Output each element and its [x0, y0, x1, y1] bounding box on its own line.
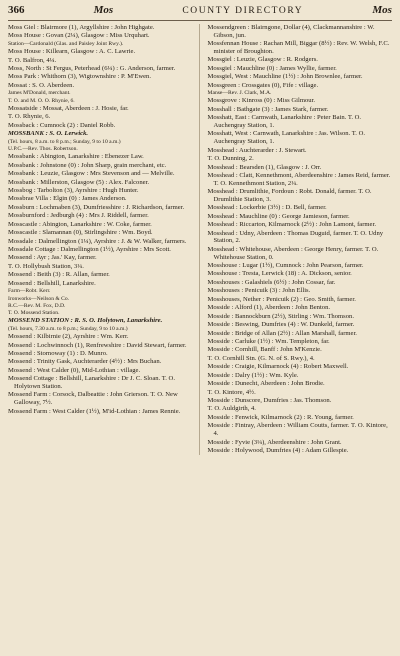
- entry-text: Mossgreen : Crossgates (0), Fife : village.: [207, 81, 319, 89]
- directory-entry: [208, 82, 393, 90]
- directory-entry: [8, 65, 193, 73]
- entry-text: Mosside : Alford (1), Aberdeen : John Benton.: [207, 304, 331, 312]
- directory-entry: [8, 179, 193, 187]
- running-title: COUNTY DIRECTORY: [182, 6, 304, 16]
- entry-text: Mossend : West Calder (0), Mid-Lothian : village.: [8, 366, 141, 374]
- directory-entry: [208, 372, 393, 380]
- directory-entry: [208, 270, 393, 278]
- directory-entry: [208, 221, 393, 229]
- directory-entry: [8, 24, 193, 32]
- directory-entry: [208, 422, 393, 438]
- header-left-word: Mos: [93, 4, 114, 16]
- entry-text: Mosshead : Udny, Aberdeen : Thomas Duguid, farmer. T. O. Udny Station, 2.: [207, 229, 384, 245]
- entry-text: Mossgrove : Kinross (0) : Miss Gilmour.: [207, 97, 316, 105]
- entry-text: Mosside : Holywood, Dumfries (4) : Adam Gillespie.: [207, 446, 349, 454]
- directory-entry: [208, 279, 393, 287]
- entry-text: Mosshouses : Penicuik (3) : John Ellis.: [207, 287, 311, 295]
- page-number: 366: [8, 4, 25, 16]
- directory-entry: [208, 172, 393, 188]
- entry-text: Mossback : Cumnock (2) : Daniel Robb.: [8, 121, 116, 129]
- entry-text: Mosshead : Lockerbie (3½) : D. Bell, farmer.: [207, 204, 327, 212]
- entry-text: Mosshouses, Nether : Penicuik (2) : Geo. Smith, farmer.: [207, 295, 356, 303]
- directory-entry: [8, 187, 193, 195]
- entry-text: T. O. Cornhill Stn. (G. N. of S. Rwy.), 4.: [207, 354, 315, 362]
- entry-text: T. O. Auldgirth, 4.: [207, 405, 256, 413]
- entry-text: Mosside : Fyvie (3¼), Aberdeenshire : John Grant.: [207, 438, 342, 446]
- entry-text: Mosshall : Bathgate (3) : James Stark, farmer.: [207, 105, 329, 113]
- entry-text: Mosshouse : Lugar (1½), Cumnock : John Pearson, farmer.: [207, 262, 364, 270]
- entry-text: MOSSEND STATION : R. S. O. Holytown, Lanarkshire.: [8, 317, 163, 325]
- directory-entry: [208, 147, 393, 155]
- entry-text: MOSSBANK : S. O. Lerwick.: [8, 130, 89, 138]
- directory-entry: [208, 246, 393, 262]
- entry-text: Mossgiel : Leuzie, Glasgow : R. Rodgers.: [207, 56, 318, 64]
- directory-entry: [208, 130, 393, 146]
- entry-text: Moss House : Killearn, Glasgow : A. C. Lawrie.: [8, 48, 136, 56]
- entry-text: Manse—Rev. J. Clark, M.A.: [207, 90, 272, 97]
- entry-text: Mosside : Carluke (1½) : Wm. Templeton, far.: [207, 337, 330, 345]
- entry-text: Mosshouses : Galashiels (6½) : John Cossar, far.: [207, 278, 336, 286]
- directory-entry: [208, 397, 393, 405]
- directory-entry: [208, 204, 393, 212]
- entry-text: Mosside : Fintray, Aberdeen : William Coutts, farmer. T. O. Kintore, 4.: [207, 422, 388, 438]
- entry-note: [8, 326, 193, 333]
- entry-note: [8, 146, 193, 153]
- directory-entry: [8, 254, 193, 262]
- entry-text: T. O. and M. O. O. Rhynie, 6.: [8, 97, 75, 104]
- entry-text: Mossend Cottage : Bellshill, Lanarkshire : Dr J. C. Sloan. T. O. Holytown Station.: [8, 375, 175, 390]
- entry-text: T. O. Dunning, 2.: [207, 155, 254, 163]
- entry-text: Mosshead : Mauchline (0) : George Jamieson, farmer.: [207, 212, 350, 220]
- entry-text: U.P.C.—Rev. Thos. Robertson.: [8, 145, 78, 152]
- directory-entry: [8, 408, 193, 416]
- entry-text: Mossend : Trinity Gask, Auchterarder (4½) : Mrs Buchan.: [8, 358, 162, 366]
- entry-text: James M'Donald, merchant.: [8, 90, 71, 97]
- place-heading: [8, 130, 193, 138]
- entry-text: Mosside : Dalry (1½) : Wm. Kyle.: [207, 371, 299, 379]
- entry-text: Mossburnford : Jedburgh (4) : Mrs J. Riddell, farmer.: [8, 212, 149, 220]
- directory-entry: [8, 105, 193, 113]
- directory-entry: [208, 40, 393, 56]
- directory-entry: [208, 321, 393, 329]
- entry-text: Mossbrae Villa : Elgin (0) : James Anderson.: [8, 195, 127, 203]
- page-header: [8, 4, 392, 21]
- directory-entry: [8, 263, 193, 271]
- directory-entry: [208, 262, 393, 270]
- directory-entry: [208, 287, 393, 295]
- directory-entry: [8, 280, 193, 288]
- header-right-word: Mos: [372, 4, 392, 16]
- entry-text: Mossend : Lochwinnoch (1), Renfrewshire : David Stewart, farmer.: [8, 341, 187, 349]
- directory-entry: [208, 106, 393, 114]
- entry-text: Mossatside : Mossat, Aberdeen : J. Hosie, far.: [8, 104, 129, 112]
- entry-text: Mosside : Beswing, Dumfries (4) : W. Dunkeld, farmer.: [207, 321, 355, 329]
- directory-entry: [208, 155, 393, 163]
- directory-entry: [8, 122, 193, 130]
- directory-entry: [8, 350, 193, 358]
- entry-note: [8, 98, 193, 105]
- right-column: [208, 24, 393, 455]
- entry-text: Mossbank : Abington, Lanarkshire : Ebenezer Law.: [8, 153, 144, 161]
- directory-entry: [208, 338, 393, 346]
- entry-note: [8, 296, 193, 303]
- entry-text: Mossbank : Leuzie, Glasgow : Mrs Stevenson and — Melville.: [8, 170, 175, 178]
- entry-text: Moss Park : Whithorn (3), Wigtownshire : P. M'Ewen.: [8, 73, 151, 81]
- entry-text: Ironworks—Neilson & Co.: [8, 295, 70, 302]
- entry-note: [8, 139, 193, 146]
- columns: [8, 24, 392, 455]
- entry-text: Mosscastle : Abington, Lanarkshire : W. Coke, farmer.: [8, 220, 152, 228]
- directory-entry: [8, 221, 193, 229]
- entry-text: Mossfennan House : Rachan Mill, Biggar (8½) : Rev. W. Welsh, F.C. minister of Broughton.: [207, 40, 390, 55]
- entry-text: Mosside : Craigie, Kilmarnock (4) : Robert Maxwell.: [207, 363, 349, 371]
- entry-note: [8, 310, 193, 317]
- directory-entry: [8, 271, 193, 279]
- directory-entry: [208, 447, 393, 455]
- entry-text: Mosside : Dunecht, Aberdeen : John Brodie.: [207, 380, 325, 388]
- entry-text: T. O. Kintore, 4½.: [207, 388, 256, 396]
- entry-text: Mosshouse : Tresta, Lerwick (18) : A. Dickson, senior.: [207, 270, 352, 278]
- entry-note: [8, 288, 193, 295]
- entry-text: Mossdale : Dalmellington (1¼), Ayrshire : J. & W. Walker, farmers.: [8, 237, 187, 245]
- entry-text: Mosshatt, East : Carnwath, Lanarkshire : Peter Bain. T. O. Auchengray Station, 1.: [207, 114, 362, 130]
- entry-note: [208, 90, 393, 97]
- entry-text: Station—Cardonald (Glas. and Paisley Joint Rwy.).: [8, 40, 124, 47]
- directory-entry: [8, 162, 193, 170]
- directory-entry: [208, 330, 393, 338]
- entry-text: Mosside : Fenwick, Kilmarnock (2) : R. Young, farmer.: [207, 413, 354, 421]
- directory-entry: [208, 414, 393, 422]
- entry-text: Mosshead : Auchterarder : J. Stewart.: [207, 146, 307, 154]
- directory-entry: [208, 56, 393, 64]
- entry-text: R.C.—Rev. M. Fox, D.D.: [8, 302, 66, 309]
- entry-text: Mossend Farm : Corsock, Dalbeattie : John Grierson. T. O. New Galloway, 7½.: [8, 391, 178, 407]
- directory-entry: [8, 82, 193, 90]
- directory-entry: [208, 346, 393, 354]
- directory-entry: [208, 230, 393, 246]
- left-column: [8, 24, 200, 455]
- directory-entry: [8, 170, 193, 178]
- directory-entry: [208, 313, 393, 321]
- directory-entry: [208, 213, 393, 221]
- entry-note: [8, 303, 193, 310]
- entry-text: T. O. Hollybush Station, 3¼.: [8, 262, 84, 270]
- entry-text: Mosside : Bridge of Allan (2½) : Allan Marshall, farmer.: [207, 329, 357, 337]
- directory-entry: [8, 195, 193, 203]
- entry-text: T. O. Mossend Station.: [8, 310, 60, 317]
- directory-entry: [8, 32, 193, 40]
- directory-entry: [208, 439, 393, 447]
- directory-entry: [8, 375, 193, 391]
- entry-text: Mossend : Ayr ; Jas.' Kay, farmer.: [8, 254, 97, 262]
- entry-text: Mosshead : Whitehouse, Aberdeen : George Henry, farmer. T. O. Whitehouse Station, 0.: [207, 245, 379, 261]
- directory-entry: [208, 405, 393, 413]
- entry-text: Mossbank : Millerston, Glasgow (5) : Alex. Falconer.: [8, 178, 150, 186]
- entry-text: Mossgiel, West : Mauchline (1½) : John Brownlee, farmer.: [207, 73, 363, 81]
- directory-entry: [8, 367, 193, 375]
- entry-text: Moss, North : St Fergus, Peterhead (6¼) : G. Anderson, farmer.: [8, 65, 176, 73]
- entry-text: Mossendgreen : Blairngone, Dollar (4), Clackmannanshire : W. Gibson, jun.: [207, 24, 375, 39]
- entry-note: [8, 90, 193, 97]
- entry-text: Mosshead : Drumlithie, Fordoun : Robt. Donald, farmer. T. O. Drumlithie Station, 3.: [207, 188, 372, 203]
- entry-text: Mosside : Dunscore, Dumfries : Jas. Thomson.: [207, 397, 332, 405]
- entry-text: Moss House : Govan (2¼), Glasgow : Miss Urquhart.: [8, 32, 150, 40]
- directory-entry: [208, 65, 393, 73]
- directory-entry: [8, 48, 193, 56]
- directory-entry: [208, 24, 393, 40]
- entry-text: Moss Giel : Blairmore (1), Argyllshire : John Highgate.: [8, 24, 155, 31]
- directory-entry: [8, 342, 193, 350]
- directory-entry: [8, 204, 193, 212]
- entry-text: Mosside : Cornhill, Banff : John M'Kenzie.: [207, 346, 322, 354]
- directory-entry: [8, 113, 193, 121]
- directory-entry: [208, 363, 393, 371]
- directory-entry: [208, 73, 393, 81]
- entry-text: Farm—Robt. Kerr.: [8, 288, 51, 295]
- directory-entry: [8, 358, 193, 366]
- entry-text: Mossend : Bellshill, Lanarkshire.: [8, 279, 96, 287]
- directory-entry: [8, 391, 193, 407]
- entry-text: Mossburn : Lochmaben (3), Dumfriesshire : J. Richardson, farmer.: [8, 203, 185, 211]
- directory-entry: [208, 296, 393, 304]
- directory-entry: [208, 97, 393, 105]
- directory-entry: [208, 355, 393, 363]
- directory-entry: [208, 164, 393, 172]
- place-heading: [8, 317, 193, 325]
- entry-text: T. O. Balfron, 4¼.: [8, 56, 57, 64]
- directory-entry: [8, 73, 193, 81]
- entry-text: Mossbank : Johnstone (0) : John Sharp, grain merchant, etc.: [8, 161, 167, 169]
- directory-entry: [8, 212, 193, 220]
- entry-text: Mosshead : Bearsden (1), Glasgow : J. Orr.: [207, 163, 322, 171]
- entry-text: (Tel. hours, 8 a.m. to 8 p.m.; Sunday, 9 to 10 a.m.): [8, 138, 121, 145]
- entry-text: Mossend Farm : West Calder (1½), M'id-Lothian : James Rennie.: [8, 407, 181, 415]
- directory-entry: [208, 389, 393, 397]
- directory-entry: [208, 188, 393, 204]
- entry-text: Mossbog : Tarbolton (3), Ayrshire : Hugh Hunter.: [8, 186, 139, 194]
- entry-text: Mossgiel : Mauchline (0) : James Wyllie, farmer.: [207, 64, 337, 72]
- directory-entry: [208, 380, 393, 388]
- directory-entry: [208, 114, 393, 130]
- entry-text: Mossend : Beith (3) : R. Allan, farmer.: [8, 271, 110, 279]
- directory-entry: [8, 229, 193, 237]
- directory-entry: [8, 57, 193, 65]
- entry-note: [8, 41, 193, 48]
- directory-entry: [8, 246, 193, 254]
- directory-entry: [8, 333, 193, 341]
- entry-text: Mossdale Cottage : Dalmellington (1½), Ayrshire : Mrs Scott.: [8, 246, 171, 254]
- entry-text: Mossat : S. O. Aberdeen.: [8, 81, 75, 89]
- directory-entry: [8, 238, 193, 246]
- entry-text: Mosshead : Riccarton, Kilmarnock (2½) : John Lamont, farmer.: [207, 221, 376, 229]
- entry-text: (Tel. hours, 7.30 a.m. to 8 p.m.; Sunday, 9 to 10 a.m.): [8, 325, 128, 332]
- entry-text: Mosshatt, West : Carnwath, Lanarkshire : Jas. Wilson. T. O. Auchengray Station, 1.: [207, 130, 365, 146]
- directory-entry: [208, 304, 393, 312]
- entry-text: Mosscastle : Slamannan (0), Stirlingshire : Wm. Boyd.: [8, 229, 153, 237]
- entry-text: Mosshead : Clatt, Kennethmont, Aberdeenshire : James Reid, farmer. T. O. Kennethmont Station, 2¼.: [207, 171, 391, 187]
- entry-text: Mosside : Bannockburn (2½), Stirling : Wm. Thomson.: [207, 312, 354, 320]
- entry-text: Mossend : Kilbirnie (2), Ayrshire : Wm. Kerr.: [8, 333, 129, 341]
- entry-text: Mossend : Stornoway (1) : D. Munro.: [8, 349, 108, 357]
- directory-entry: [8, 153, 193, 161]
- entry-text: T. O. Rhynie, 6.: [8, 113, 51, 121]
